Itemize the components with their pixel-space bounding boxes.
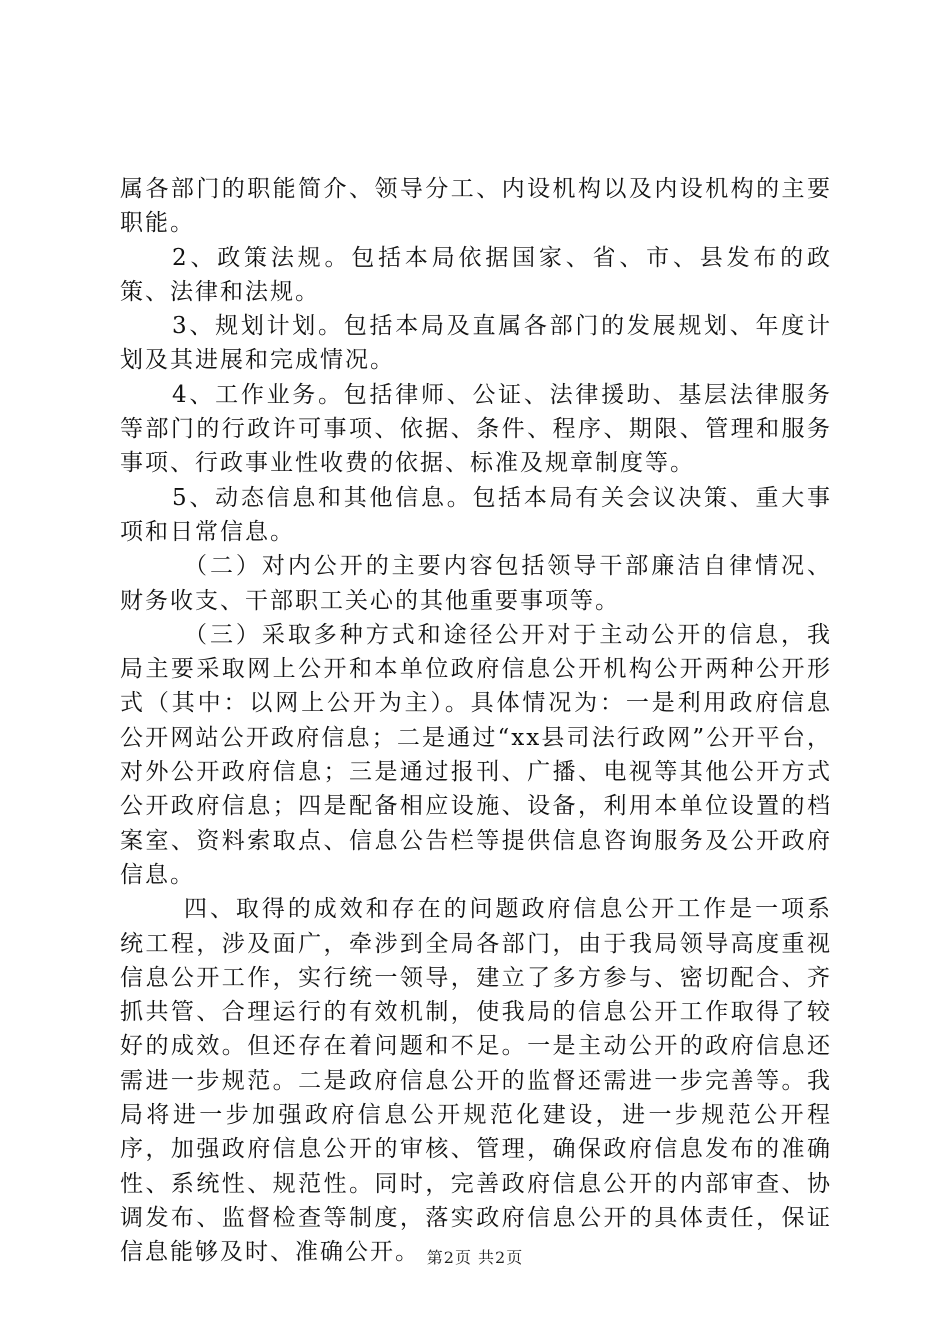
paragraph-planning: 3、规划计划。包括本局及直属各部门的发展规划、年度计划及其进展和完成情况。 <box>120 313 832 374</box>
page-number-footer: 第2页 共2页 <box>426 1248 524 1267</box>
paragraph-dynamic-info: 5、动态信息和其他信息。包括本局有关会议决策、重大事项和日常信息。 <box>120 484 832 545</box>
paragraph-results-issues: 四、取得的成效和存在的问题政府信息公开工作是一项系统工程，涉及面广，牵涉到全局各部门，由于我局领导高度重视信息公开工作，实行统一领导，建立了多方参与、密切配合、齐抓共管、合理运行的有效机制，使我局的信息公开工作取得了较好的成效。但还存在着问题和不足。一是主动公开的政府信息还需进一步规范。二是政府信息公开的监督还需进一步完善等。我局将进一步加强政府信息公开规范化建设，进一步规范公开程序，加强政府信息公开的审核、管理，确保政府信息发布的准确性、系统性、规范性。同时，完善政府信息公开的内部审查、协调发布、监督检查等制度，落实政府信息公开的具体责任，保证信息能够及时、准确公开。 <box>120 896 832 1266</box>
paragraph-continuation: 属各部门的职能简介、领导分工、内设机构以及内设机构的主要职能。 <box>120 176 832 237</box>
document-body <box>120 172 832 1270</box>
paragraph-policy-regulations: 2、政策法规。包括本局依据国家、省、市、县发布的政策、法律和法规。 <box>120 244 832 305</box>
paragraph-internal-disclosure: （二）对内公开的主要内容包括领导干部廉洁自律情况、财务收支、干部职工关心的其他重要事项等。 <box>120 553 832 614</box>
paragraph-work-business: 4、工作业务。包括律师、公证、法律援助、基层法律服务等部门的行政许可事项、依据、条件、程序、期限、管理和服务事项、行政事业性收费的依据、标准及规章制度等。 <box>120 381 832 477</box>
paragraph-disclosure-methods: （三）采取多种方式和途径公开对于主动公开的信息，我局主要采取网上公开和本单位政府信息公开机构公开两种公开形式（其中：以网上公开为主）。具体情况为：一是利用政府信息公开网站公开政府信息；二是通过“xx县司法行政网”公开平台，对外公开政府信息；三是通过报刊、广播、电视等其他公开方式公开政府信息；四是配备相应设施、设备，利用本单位设置的档案室、资料索取点、信息公告栏等提供信息咨询服务及公开政府信息。 <box>120 621 832 888</box>
